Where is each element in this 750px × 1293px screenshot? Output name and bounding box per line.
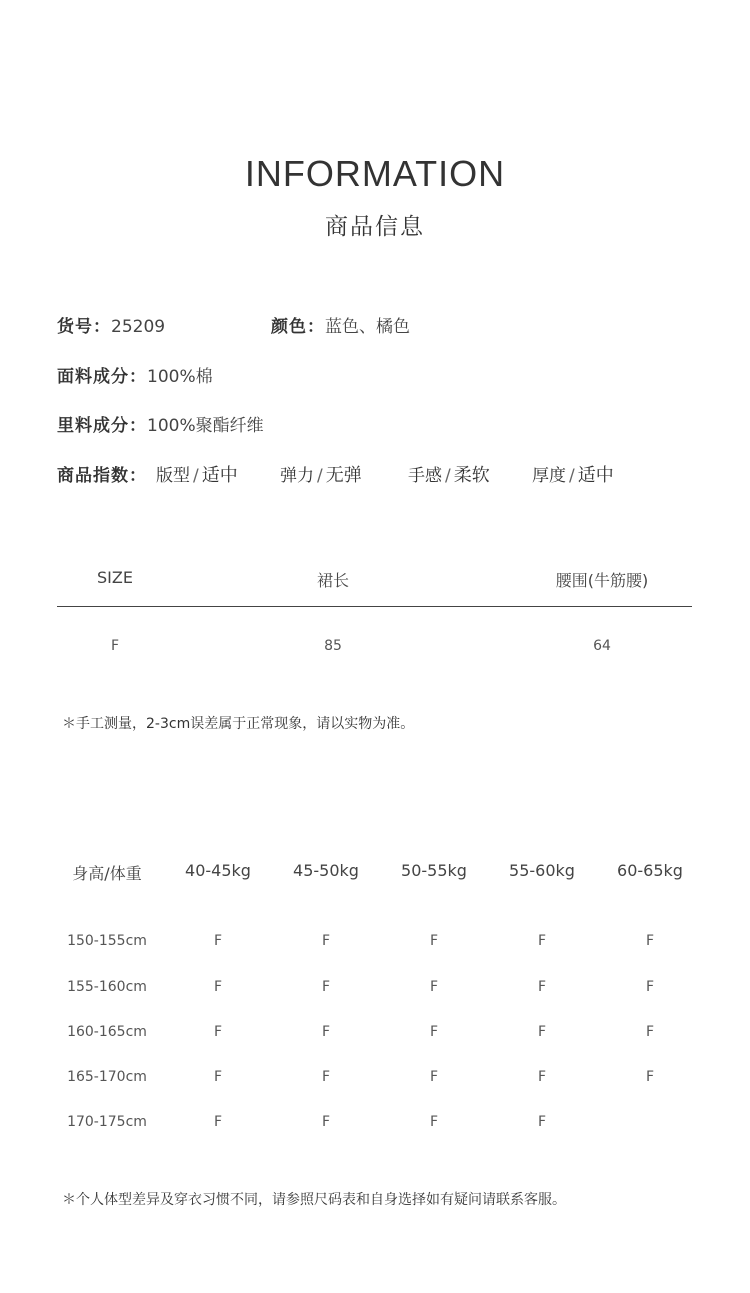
rec-cell: F [429, 979, 439, 995]
rec-header: 40-45kg [185, 861, 251, 880]
rec-cell: F [321, 979, 331, 995]
size-cell: 85 [324, 638, 342, 654]
index-item-value: 适中 [201, 465, 238, 486]
rec-cell: F [321, 1114, 331, 1130]
rec-cell: F [537, 979, 547, 995]
lining-row [57, 411, 264, 436]
size-cell: 64 [593, 638, 611, 654]
color-label: 颜色： [271, 317, 325, 337]
index-item-thickness: 厚度 / 适中 [532, 465, 614, 486]
color-row [271, 312, 410, 337]
rec-cell: F [537, 933, 547, 949]
index-label: 商品指数： [57, 466, 147, 486]
fit-note: ＊个人体型差异及穿衣习惯不同，请参照尺码表和自身选择如有疑问请联系客服。 [62, 1192, 566, 1208]
rec-row-height: 150-155cm [67, 933, 147, 949]
rec-cell: F [321, 933, 331, 949]
rec-header: 60-65kg [617, 861, 683, 880]
index-item-value: 无弹 [325, 465, 362, 486]
index-item-fit: 版型 / 适中 [156, 465, 238, 486]
rec-cell: F [645, 979, 655, 995]
size-header-waist: 腰围(牛筋腰) [555, 571, 649, 590]
index-item-name: 版型 [156, 466, 190, 486]
rec-cell: F [645, 1024, 655, 1040]
rec-cell: F [537, 1069, 547, 1085]
item-number-value: 25209 [111, 317, 166, 337]
rec-cell: F [213, 979, 223, 995]
lining-value: 100%聚酯纤维 [147, 416, 264, 436]
rec-cell: F [537, 1024, 547, 1040]
rec-cell: F [213, 1069, 223, 1085]
fabric-value: 100%棉 [147, 367, 213, 387]
lining-label: 里料成分： [57, 416, 147, 436]
rec-cell: F [645, 933, 655, 949]
rec-cell: F [213, 1024, 223, 1040]
index-item-value: 适中 [577, 465, 614, 486]
index-label-row [57, 461, 147, 486]
rec-row-height: 170-175cm [67, 1114, 147, 1130]
fabric-row [57, 362, 213, 387]
rec-header: 55-60kg [509, 861, 575, 880]
color-value: 蓝色、橘色 [325, 317, 410, 337]
size-header-length: 裙长 [316, 571, 349, 590]
rec-cell: F [537, 1114, 547, 1130]
item-number-label: 货号： [57, 317, 111, 337]
index-item-value: 柔软 [453, 465, 490, 486]
size-cell: F [110, 638, 120, 654]
index-item-name: 厚度 [532, 466, 566, 486]
index-item-name: 弹力 [280, 466, 314, 486]
size-table-divider [57, 606, 692, 607]
rec-cell: F [321, 1069, 331, 1085]
rec-row-height: 155-160cm [67, 979, 147, 995]
rec-cell: F [429, 1024, 439, 1040]
page-subtitle: 商品信息 [325, 214, 425, 240]
rec-cell: F [429, 1114, 439, 1130]
index-item-name: 手感 [408, 466, 442, 486]
size-header-size: SIZE [97, 568, 133, 587]
rec-cell: F [645, 1069, 655, 1085]
index-item-feel: 手感 / 柔软 [408, 465, 490, 486]
rec-header: 50-55kg [401, 861, 467, 880]
rec-row-height: 165-170cm [67, 1069, 147, 1085]
page-title: INFORMATION [244, 153, 506, 194]
rec-cell: F [213, 933, 223, 949]
item-number-row [57, 312, 165, 337]
rec-cell: F [213, 1114, 223, 1130]
rec-cell: F [429, 1069, 439, 1085]
fabric-label: 面料成分： [57, 367, 147, 387]
rec-cell: F [321, 1024, 331, 1040]
rec-cell: F [429, 933, 439, 949]
index-item-stretch: 弹力 / 无弹 [280, 465, 362, 486]
rec-header: 身高/体重 [72, 864, 142, 883]
measurement-note: ＊手工测量，2-3cm误差属于正常现象，请以实物为准。 [62, 716, 415, 732]
rec-header: 45-50kg [293, 861, 359, 880]
rec-row-height: 160-165cm [67, 1024, 147, 1040]
